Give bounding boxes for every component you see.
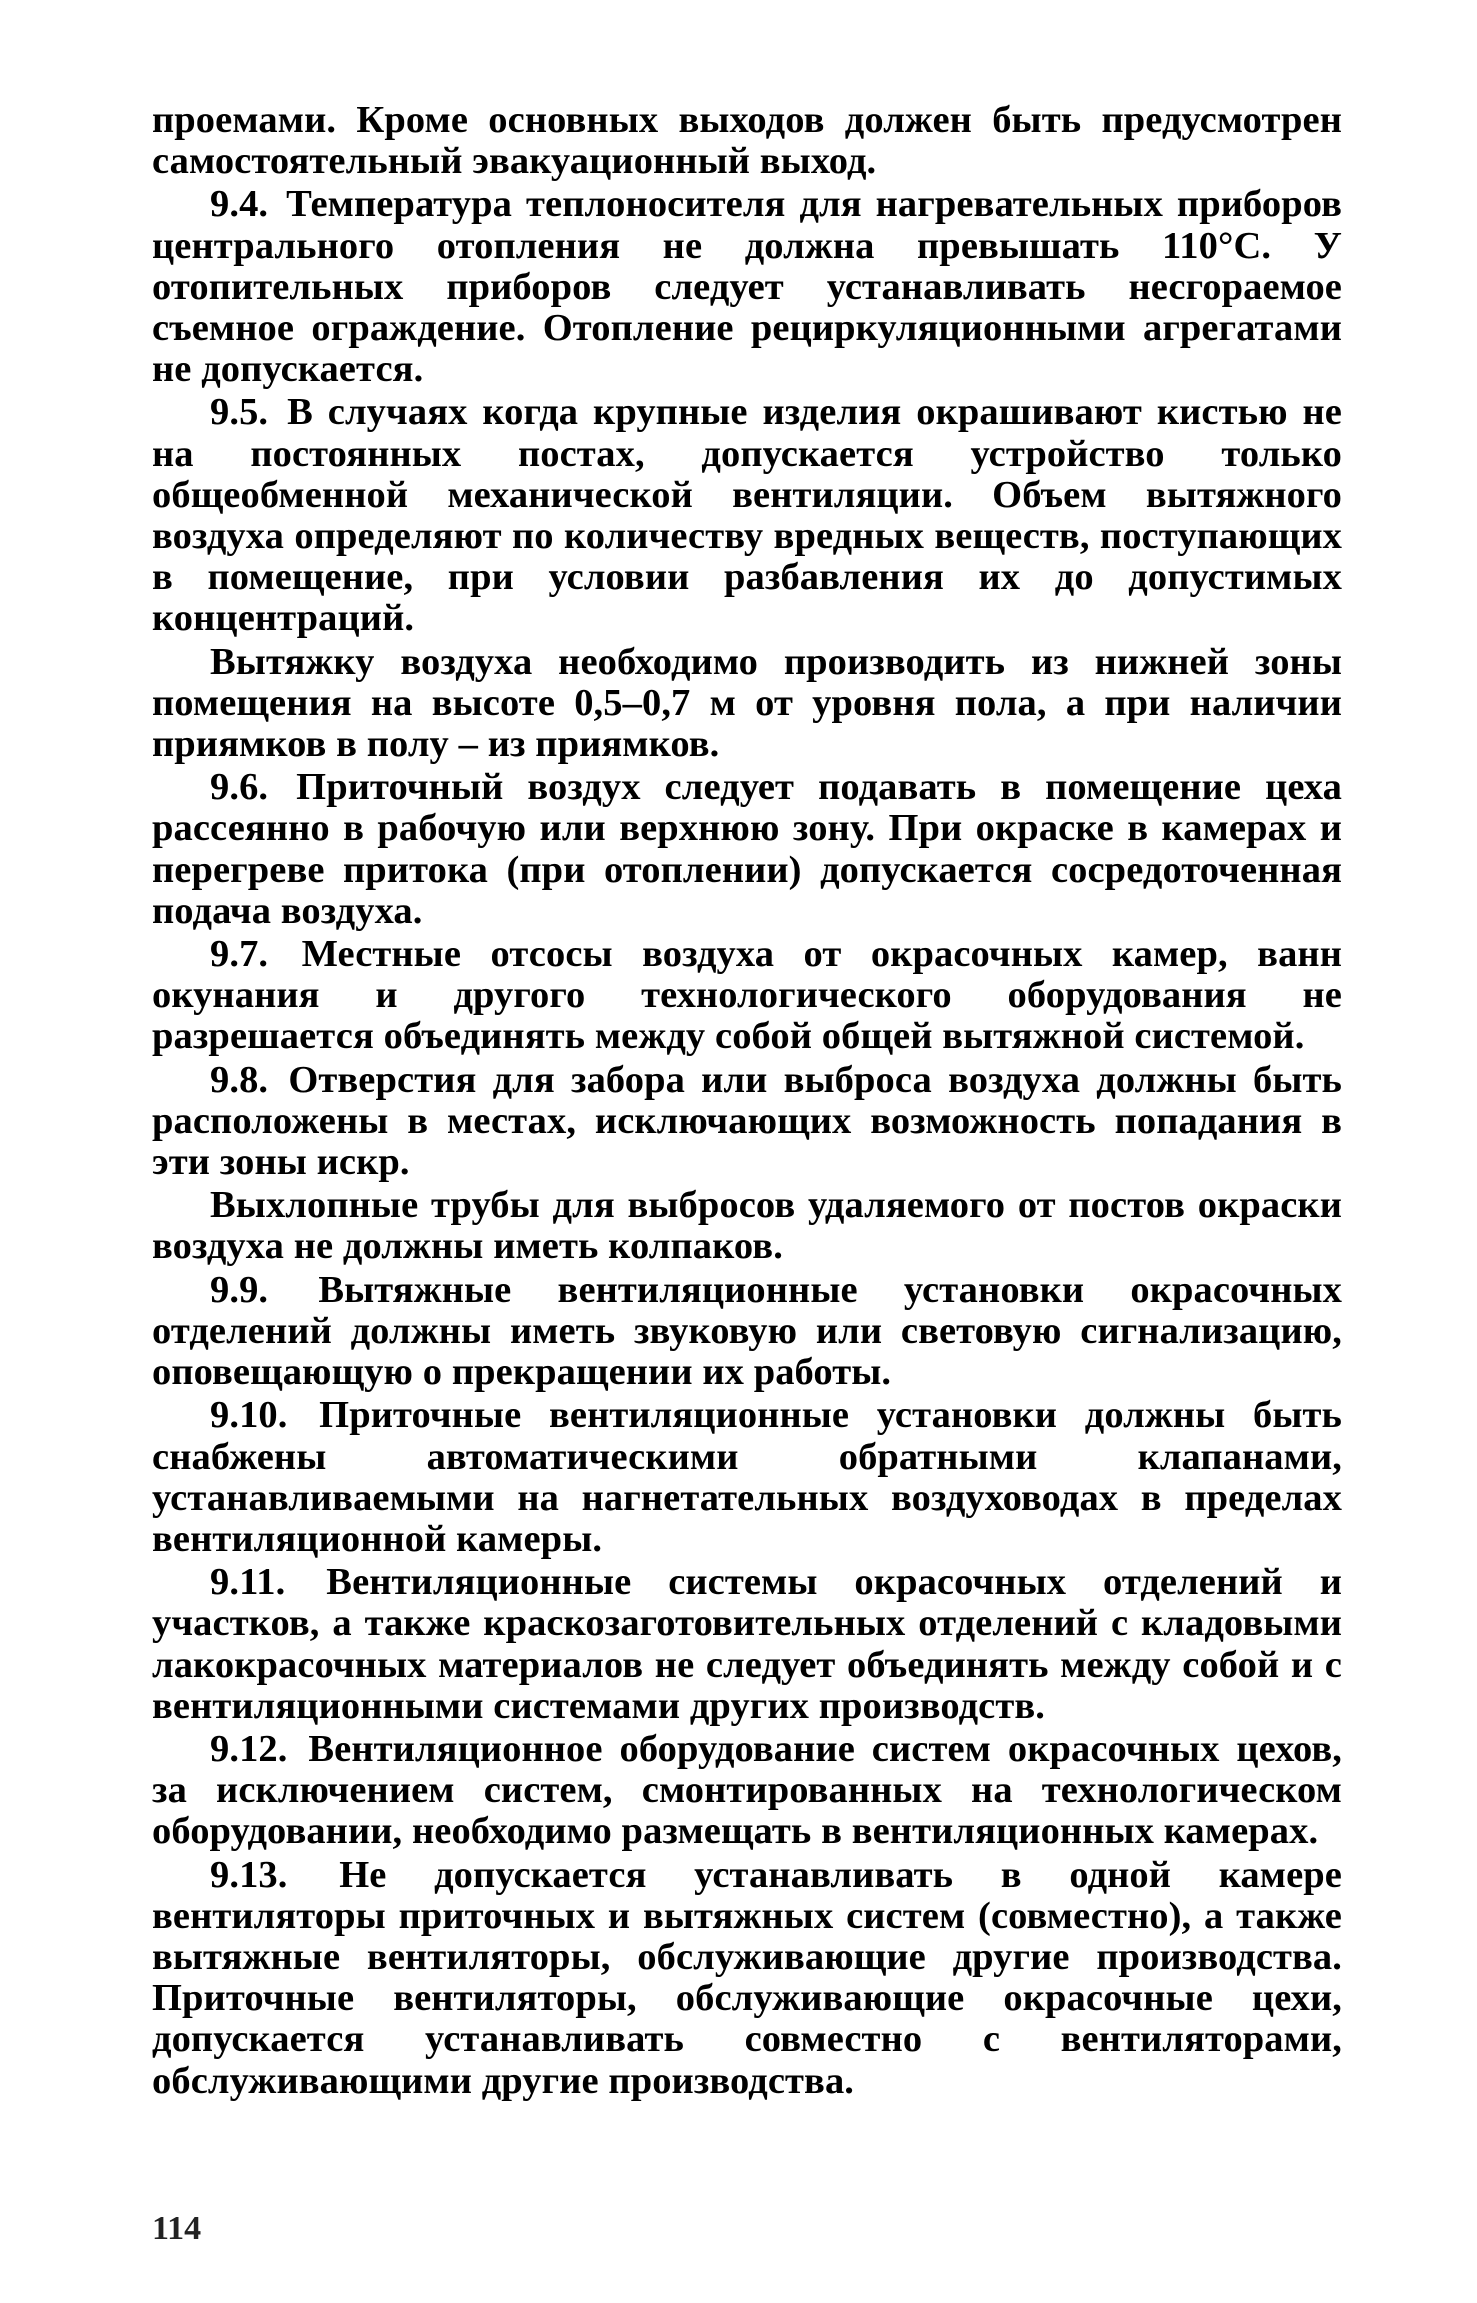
paragraph-number: 9.7. (210, 933, 269, 976)
paragraph-continuation-exits (152, 100, 1342, 182)
paragraph-9-8 (152, 1060, 1342, 1184)
paragraph-text: Выхлопные трубы для выбросов удаляемого от постов окраски воздуха не должны иметь колпаков. (152, 1184, 1342, 1268)
paragraph-text: Местные отсосы воздуха от окрасочных камер, ванн окунания и другого технологического оборудования не разрешается объединять между собой общей вытяжной системой. (152, 933, 1342, 1058)
document-page (152, 100, 1342, 2104)
paragraph-number: 9.4. (210, 183, 269, 226)
paragraph-number: 9.10. (210, 1394, 288, 1437)
paragraph-number: 9.8. (210, 1058, 269, 1101)
paragraph-text: Приточный воздух следует подавать в помещение цеха рассеянно в рабочую или верхнюю зону. При окраске в камерах и перегреве притока (при отоплении) допускается сосредоточенная подача воздуха. (152, 766, 1342, 932)
paragraph-number: 9.11. (210, 1561, 286, 1604)
paragraph-number: 9.5. (210, 391, 269, 434)
paragraph-text: Вытяжные вентиляционные установки окрасочных отделений должны иметь звуковую или световую сигнализацию, оповещающую о прекращении их работы. (152, 1268, 1342, 1394)
paragraph-text: проемами. Кроме основных выходов должен быть предусмотрен самостоятельный эвакуационный выход. (152, 99, 1342, 183)
paragraph-text: В случаях когда крупные изделия окрашивают кистью не на постоянных постах, допускается устройство только общеобменной механической вентиляции. Объем вытяжного воздуха определяют по количеству вредных веществ, поступающих в помещение, при условии разбавления их до допустимых концентраций. (152, 391, 1342, 640)
paragraph-exhaust-pipes (152, 1185, 1342, 1267)
paragraph-9-5 (152, 392, 1342, 639)
paragraph-number: 9.13. (210, 1853, 288, 1896)
paragraph-text: Отверстия для забора или выброса воздуха должны быть расположены в местах, исключающих возможность попадания в эти зоны искр. (152, 1058, 1342, 1184)
paragraph-number: 9.12. (210, 1727, 288, 1770)
paragraph-text: Температура теплоносителя для нагревательных приборов центрального отопления не должна превышать 110°С. У отопительных приборов следует устанавливать несгораемое съемное ограждение. Отопление рециркуляционными агрегатами не допускается. (152, 183, 1342, 391)
paragraph-9-11 (152, 1562, 1342, 1727)
paragraph-text: Вытяжку воздуха необходимо производить из нижней зоны помещения на высоте 0,5–0,7 м от уровня пола, а при наличии приямков в полу – из приямков. (152, 640, 1342, 766)
paragraph-9-13 (152, 1855, 1342, 2102)
paragraph-number: 9.6. (210, 766, 269, 809)
paragraph-text: Вентиляционное оборудование систем окрасочных цехов, за исключением систем, смонтированных на технологическом оборудовании, необходимо размещать в вентиляционных камерах. (152, 1727, 1342, 1853)
paragraph-number: 9.9. (210, 1268, 269, 1311)
paragraph-text: Приточные вентиляционные установки должны быть снабжены автоматическими обратными клапанами, устанавливаемыми на нагнетательных воздуховодах в пределах вентиляционной камеры. (152, 1394, 1342, 1560)
paragraph-9-6 (152, 767, 1342, 932)
paragraph-9-7 (152, 934, 1342, 1058)
paragraph-text: Вентиляционные системы окрасочных отделений и участков, а также краскозаготовительных отделений с кладовыми лакокрасочных материалов не следует объединять между собой и с вентиляционными системами других производств. (152, 1561, 1342, 1727)
paragraph-text: Не допускается устанавливать в одной камере вентиляторы приточных и вытяжных систем (совместно), а также вытяжные вентиляторы, обслуживающие другие производства. Приточные вентиляторы, обслуживающие окрасочные цехи, допускается устанавливать совместно с вентиляторами, обслуживающими другие производства. (152, 1853, 1342, 2102)
paragraph-exhaust-height (152, 642, 1342, 766)
paragraph-9-10 (152, 1395, 1342, 1560)
paragraph-9-12 (152, 1729, 1342, 1853)
page-number: 114 (152, 2210, 202, 2247)
paragraph-9-9 (152, 1270, 1342, 1394)
paragraph-9-4 (152, 184, 1342, 390)
